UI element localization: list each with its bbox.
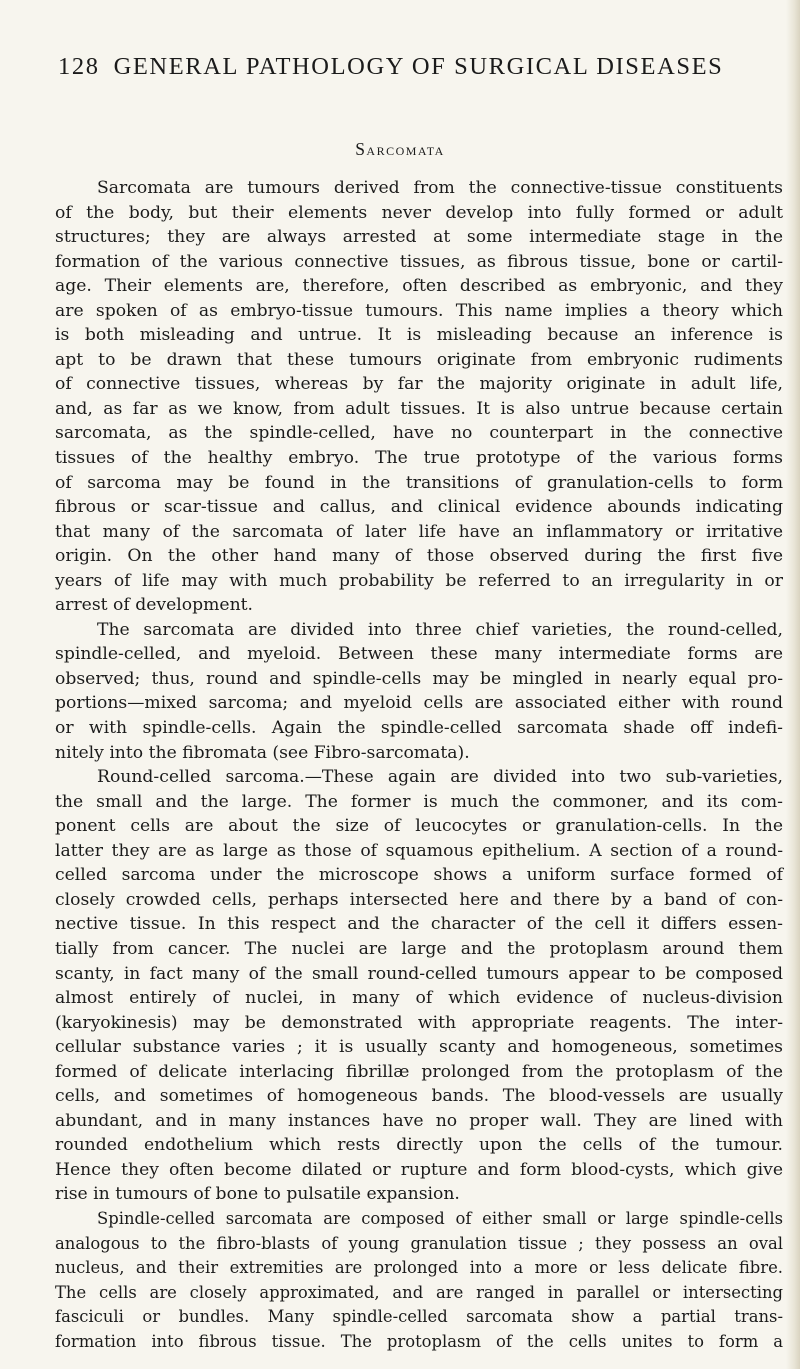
body-text (55, 176, 783, 1354)
text-line: or with spindle-cells. Again the spindle-celled sarcomata shade off indefi- (55, 718, 783, 739)
text-line: sarcomata, as the spindle-celled, have no counterpart in the connective (55, 423, 783, 444)
text-line: Spindle-celled sarcomata are composed of either small or large spindle-cells (97, 1208, 783, 1228)
text-line: are spoken of as embryo-tissue tumours. This name implies a theory which (55, 300, 783, 321)
text-line: rise in tumours of bone to pulsatile expansion. (55, 1184, 460, 1205)
text-line: portions—mixed sarcoma; and myeloid cells are associated either with round (55, 693, 783, 714)
text-line: tissues of the healthy embryo. The true prototype of the various forms (55, 448, 783, 469)
text-line: structures; they are always arrested at some intermediate stage in the (55, 227, 783, 248)
section-title: Sarcomata (355, 139, 445, 159)
text-line: analogous to the fibro-blasts of young granulation tissue ; they possess an oval (55, 1233, 783, 1253)
text-line: fibrous or scar-tissue and callus, and clinical evidence abounds indicating (55, 497, 783, 518)
text-line: formation into fibrous tissue. The protoplasm of the cells unites to form a (55, 1331, 783, 1351)
text-line: and, as far as we know, from adult tissues. It is also untrue because certain (55, 398, 783, 419)
text-line: cells, and sometimes of homogeneous bands. The blood-vessels are usually (55, 1086, 783, 1107)
text-line: nective tissue. In this respect and the character of the cell it differs essen- (55, 914, 783, 935)
text-line: Hence they often become dilated or rupture and form blood-cysts, which give (55, 1159, 783, 1180)
text-line: age. Their elements are, therefore, often described as embryonic, and they (55, 276, 783, 297)
text-line: nucleus, and their extremities are prolonged into a more or less delicate fibre. (55, 1258, 783, 1278)
text-line: of sarcoma may be found in the transitions of granulation-cells to form (55, 472, 783, 493)
text-line: of the body, but their elements never develop into fully formed or adult (55, 202, 783, 223)
text-line: closely crowded cells, perhaps intersected here and there by a band of con- (55, 889, 783, 910)
text-line: arrest of development. (55, 595, 254, 616)
text-line: latter they are as large as those of squamous epithelium. A section of a round- (55, 840, 783, 861)
text-line: Sarcomata are tumours derived from the connective-tissue constituents (97, 178, 783, 198)
text-line: Round-celled sarcoma.—These again are divided into two sub-varieties, (97, 767, 783, 788)
text-line: formation of the various connective tissues, as fibrous tissue, bone or cartil- (55, 251, 783, 272)
text-line: spindle-celled, and myeloid. Between these many intermediate forms are (55, 644, 783, 665)
text-line: almost entirely of nuclei, in many of which evidence of nucleus-division (55, 988, 783, 1009)
text-line: (karyokinesis) may be demonstrated with appropriate reagents. The inter- (55, 1012, 783, 1033)
text-line: of connective tissues, whereas by far the majority originate in adult life, (55, 374, 783, 395)
page-edge-shading (786, 0, 800, 1369)
text-line: nitely into the fibromata (see Fibro-sarcomata). (55, 742, 470, 763)
running-title: GENERAL PATHOLOGY OF SURGICAL DISEASES (113, 53, 724, 80)
text-line: origin. On the other hand many of those observed during the first five (55, 546, 783, 567)
text-line: celled sarcoma under the microscope shows a uniform surface formed of (55, 865, 783, 886)
text-line: The sarcomata are divided into three chief varieties, the round-celled, (97, 619, 783, 640)
text-line: rounded endothelium which rests directly upon the cells of the tumour. (55, 1135, 783, 1156)
text-line: observed; thus, round and spindle-cells may be mingled in nearly equal pro- (55, 668, 783, 689)
text-line: abundant, and in many instances have no proper wall. They are lined with (55, 1110, 783, 1131)
text-line: scanty, in fact many of the small round-celled tumours appear to be composed (55, 963, 783, 984)
text-line: formed of delicate interlacing fibrillæ prolonged from the protoplasm of the (55, 1061, 783, 1082)
text-line: the small and the large. The former is much the commoner, and its com- (55, 791, 783, 812)
text-line: is both misleading and untrue. It is misleading because an inference is (55, 325, 783, 346)
text-line: The cells are closely approximated, and are ranged in parallel or intersecting (55, 1282, 783, 1302)
page-number: 128 (58, 53, 100, 80)
text-line: ponent cells are about the size of leucocytes or granulation-cells. In the (55, 816, 783, 837)
text-line: cellular substance varies ; it is usually scanty and homogeneous, sometimes (55, 1037, 783, 1058)
text-line: tially from cancer. The nuclei are large and the protoplasm around them (55, 938, 783, 959)
text-line: years of life may with much probability be referred to an irregularity in or (55, 570, 783, 591)
running-header (58, 50, 778, 84)
text-line: fasciculi or bundles. Many spindle-celled sarcomata show a partial trans- (55, 1307, 783, 1327)
text-line: apt to be drawn that these tumours originate from embryonic rudiments (55, 349, 783, 370)
text-line: that many of the sarcomata of later life have an inflammatory or irritative (55, 521, 783, 542)
